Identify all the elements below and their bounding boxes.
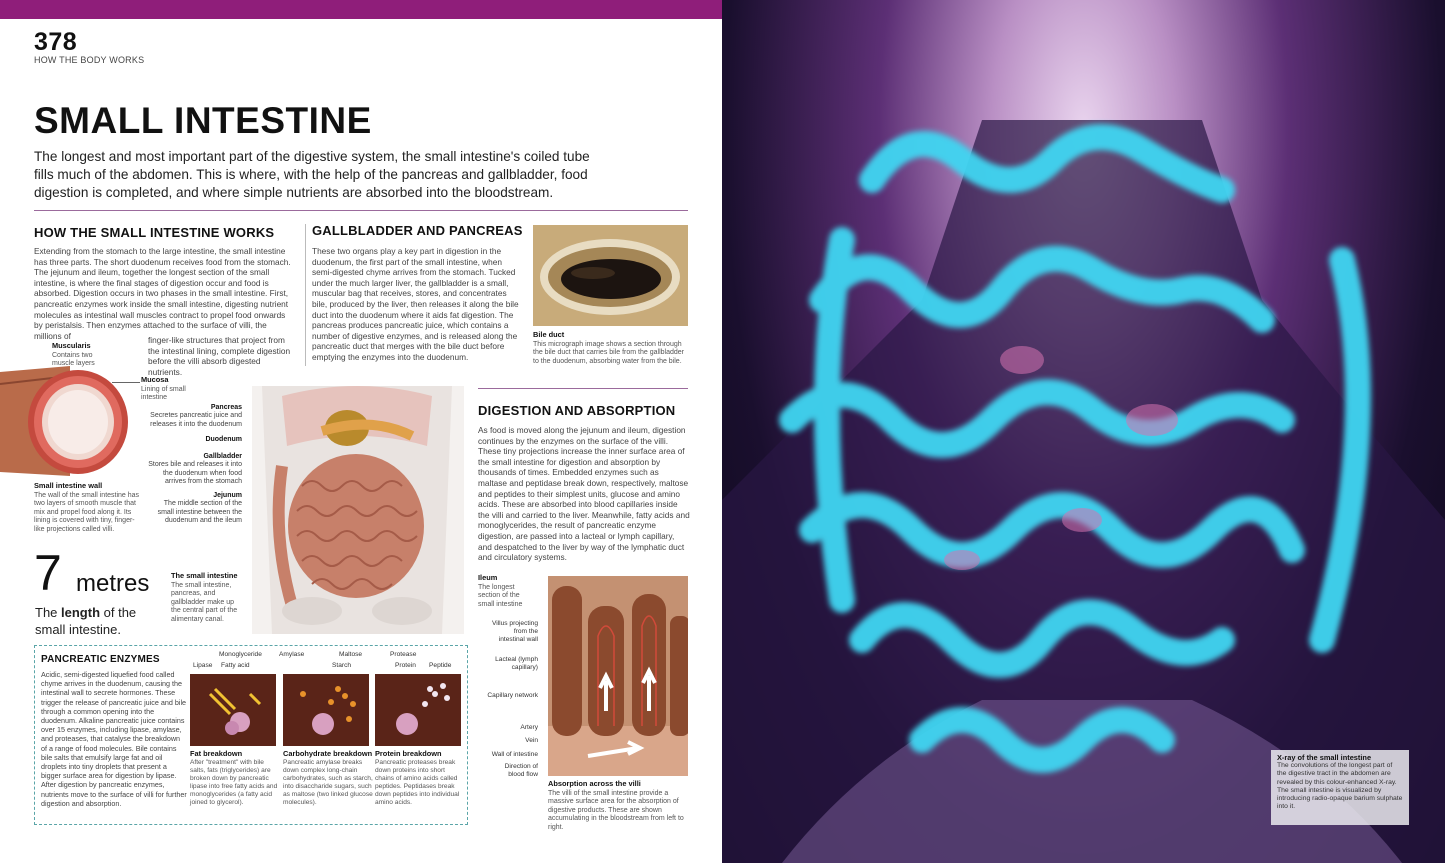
carbohydrate-breakdown-illustration (283, 674, 369, 746)
capillary-network-label: Capillary network (487, 692, 538, 699)
running-head: HOW THE BODY WORKS (34, 55, 145, 65)
jejunum-label (150, 492, 242, 526)
fat-breakdown-text: After "treatment" with bile salts, fats (triglycerides) are broken down by pancreatic lipase into free fatty acids and monoglycerides (a fatty acid joined to glycerol). (190, 759, 278, 806)
mucosa-label (141, 376, 201, 403)
column-divider (305, 224, 306, 366)
artery-label: Artery (520, 724, 538, 731)
mucosa-leader (112, 382, 140, 383)
peptide-label: Peptide (429, 662, 452, 669)
length-line2: small intestine. (35, 622, 121, 637)
bile-duct-caption (533, 331, 691, 366)
jejunum-text: The middle section of the small intestine between the duodenum and the ileum (157, 500, 242, 525)
amylase-label: Amylase (279, 651, 305, 658)
small-intestine-text: The small intestine, pancreas, and gallbladder make up the central part of the alimentary canal. (171, 581, 238, 623)
left-page (0, 0, 722, 863)
muscularis-title: Muscularis (52, 341, 91, 350)
pancreatic-enzymes-box (34, 645, 468, 825)
gallbladder-title: Gallbladder (203, 453, 242, 460)
gallbladder-text: These two organs play a key part in digestion in the duodenum, the first part of the small intestine, when semi-digested chyme arrives from the stomach. Tucked under the much larger liver, the gallbladder is a small, muscular bag that receives, stores, and concentrates bile, produced by the liver, then releases it along the bile duct into the duodenum where it aids fat digestion. The pancreas produces pancreatic juice, which contains a number of digestive enzymes, and is released along the pancreatic duct that merges with the bile duct before emptying the enzymes into the duodenum. (312, 246, 519, 362)
carb-breakdown-title: Carbohydrate breakdown (283, 749, 373, 758)
protease-label: Protease (390, 651, 417, 658)
xray-caption (1271, 750, 1409, 825)
maltose-label: Maltose (339, 651, 363, 658)
carb-breakdown-caption (283, 750, 373, 807)
protein-label: Protein (395, 662, 416, 669)
length-line1-bold: length (61, 605, 101, 620)
ileum-title: Ileum (478, 573, 498, 582)
xray-caption-text: The convolutions of the longest part of the digestive tract in the abdomen are revealed by this colour-enhanced X-ray. The small intestine is visualized by introducing radio-opaque barium sulphate into it. (1277, 762, 1403, 811)
page-title: SMALL INTESTINE (34, 100, 372, 141)
protein-breakdown-text: Pancreatic proteases break down proteins into short chains of amino acids called peptides. Peptidases break down peptides into individual amino acids. (375, 759, 460, 806)
abdomen-illustration (252, 386, 464, 634)
length-statement (35, 604, 136, 638)
duodenum-label (150, 436, 242, 444)
ileum-text: The longest section of the small intestine (478, 583, 523, 608)
small-intestine-label (171, 572, 243, 625)
monoglyceride-label: Monoglyceride (219, 651, 262, 658)
fatty-acid-label: Fatty acid (221, 662, 250, 669)
page-number: 378 (34, 28, 78, 56)
blood-flow-label: Direction of blood flow (504, 763, 538, 778)
fat-breakdown-caption (190, 750, 280, 807)
digestion-heading: DIGESTION AND ABSORPTION (478, 403, 676, 418)
fat-breakdown-illustration (190, 674, 276, 746)
ileum-label (478, 574, 534, 609)
villi-caption-title: Absorption across the villi (548, 779, 641, 788)
pancreas-title: Pancreas (210, 404, 242, 411)
how-text: Extending from the stomach to the large intestine, the small intestine has three parts. The short duodenum receives food from the stomach. The jejunum and ileum, together the longest section of the small intestine, is where the final stages of digestion occur and food is absorbed. Digestion occurs in two phases in the small intestine. First, pancreatic enzymes work inside the small intestine, digesting nutrient molecules as intestinal wall muscles contract to propel food onwards by peristalsis. Then enzymes attached to the surface of villi, the millions of (34, 246, 291, 341)
intestine-wall-caption (34, 482, 144, 535)
xray-image (722, 0, 1445, 863)
top-accent-bar (0, 0, 722, 19)
enzymes-heading: PANCREATIC ENZYMES (41, 654, 160, 665)
length-number: 7 (34, 545, 62, 601)
pancreas-text: Secretes pancreatic juice and releases it into the duodenum (150, 412, 242, 428)
villus-label: Villus projecting from the intestinal wall (491, 620, 538, 643)
intestine-wall-illustration (0, 362, 132, 480)
duodenum-title: Duodenum (205, 436, 242, 443)
mucosa-text: Lining of small intestine (141, 385, 186, 402)
villi-caption (548, 780, 693, 833)
gallbladder-label (142, 453, 242, 487)
digestion-text: As food is moved along the jejunum and ileum, digestion continues by the enzymes on the surface of the villi. These tiny projections increase the inner surface area of the small intestine for digestion and absorption by thousands of times. Embedded enzymes such as maltase and peptidase break down, respectively, maltose and peptides to their simplest units, glucose and amino acids. These are absorbed into blood capillaries inside the villi and carried to the liver. Meanwhile, fatty acids and monoglycerides, the result of pancreatic enzyme digestion, are passed into a lacteal or lymph capillary, and despatched to the liver by way of the lymphatic duct and circulatory systems. (478, 425, 690, 563)
bile-duct-caption-title: Bile duct (533, 330, 565, 339)
xray-caption-title: X-ray of the small intestine (1277, 753, 1372, 762)
intestine-wall-text: The wall of the small intestine has two layers of smooth muscle that mix and propel food along it. Its lining is covered with tiny, finger-like projections called villi. (34, 491, 140, 533)
fat-breakdown-title: Fat breakdown (190, 749, 243, 758)
how-text-continued: finger-like structures that project from the intestinal lining, complete digestion before the villi absorb digested nutrients. (148, 335, 291, 377)
bile-duct-micrograph (533, 225, 688, 326)
protein-breakdown-illustration (375, 674, 461, 746)
how-heading: HOW THE SMALL INTESTINE WORKS (34, 225, 275, 240)
digestion-rule (478, 388, 688, 389)
vein-label: Vein (525, 737, 538, 744)
protein-breakdown-title: Protein breakdown (375, 749, 442, 758)
bile-duct-caption-text: This micrograph image shows a section through the bile duct that carries bile from the gallbladder to the duodenum, absorbing water from the bile. (533, 340, 684, 365)
mucosa-title: Mucosa (141, 375, 169, 384)
muscularis-text: Contains two muscle layers (52, 351, 95, 368)
gallbladder-heading: GALLBLADDER AND PANCREAS (312, 223, 523, 238)
carb-breakdown-text: Pancreatic amylase breaks down complex long-chain carbohydrates, such as starch, into disaccharide sugars, such as maltose (two linked glucose molecules). (283, 759, 373, 806)
length-line1-pre: The (35, 605, 62, 620)
gallbladder-label-text: Stores bile and releases it into the duodenum when food arrives from the stomach (148, 461, 242, 486)
jejunum-title: Jejunum (213, 492, 242, 499)
lipase-label: Lipase (193, 662, 213, 669)
protein-breakdown-caption (375, 750, 463, 807)
villi-illustration (548, 576, 688, 776)
length-line1-post: of the (100, 605, 137, 620)
small-intestine-title: The small intestine (171, 571, 238, 580)
enzymes-text: Acidic, semi-digested liquefied food called chyme arrives in the duodenum, causing the intestinal wall to secrete hormones. These trigger the release of pancreatic juice and bile through a common opening into the duodenum. Alkaline pancreatic juice contains over 15 enzymes, including lipase, amylase, and proteases, that catalyse the breakdown of a range of food molecules. Bile contains bile salts that emulsify large fat and oil droplets into tiny droplets that present a bigger surface area for digestion by lipase. After digestion by pancreatic enzymes, nutrients move to the surface of villi for further digestion and absorption. (41, 670, 187, 808)
wall-label: Wall of intestine (491, 751, 538, 758)
pancreas-label (130, 404, 242, 429)
lacteal-label: Lacteal (lymph capillary) (495, 656, 538, 671)
xray-page (722, 0, 1445, 863)
intestine-wall-title: Small intestine wall (34, 481, 103, 490)
starch-label: Starch (332, 662, 352, 669)
length-unit: metres (76, 570, 150, 597)
villi-caption-text: The villi of the small intestine provide a massive surface area for the absorption of digestive products. These are shown accumulating in the bloodstream from left to right. (548, 789, 684, 831)
intro-paragraph: The longest and most important part of the digestive system, the small intestine's coiled tube fills much of the abdomen. This is where, with the help of the pancreas and gallbladder, food digestion is completed, and where simple nutrients are absorbed into the bloodstream. (34, 149, 590, 200)
muscularis-label (52, 342, 112, 369)
section-divider (34, 210, 688, 211)
